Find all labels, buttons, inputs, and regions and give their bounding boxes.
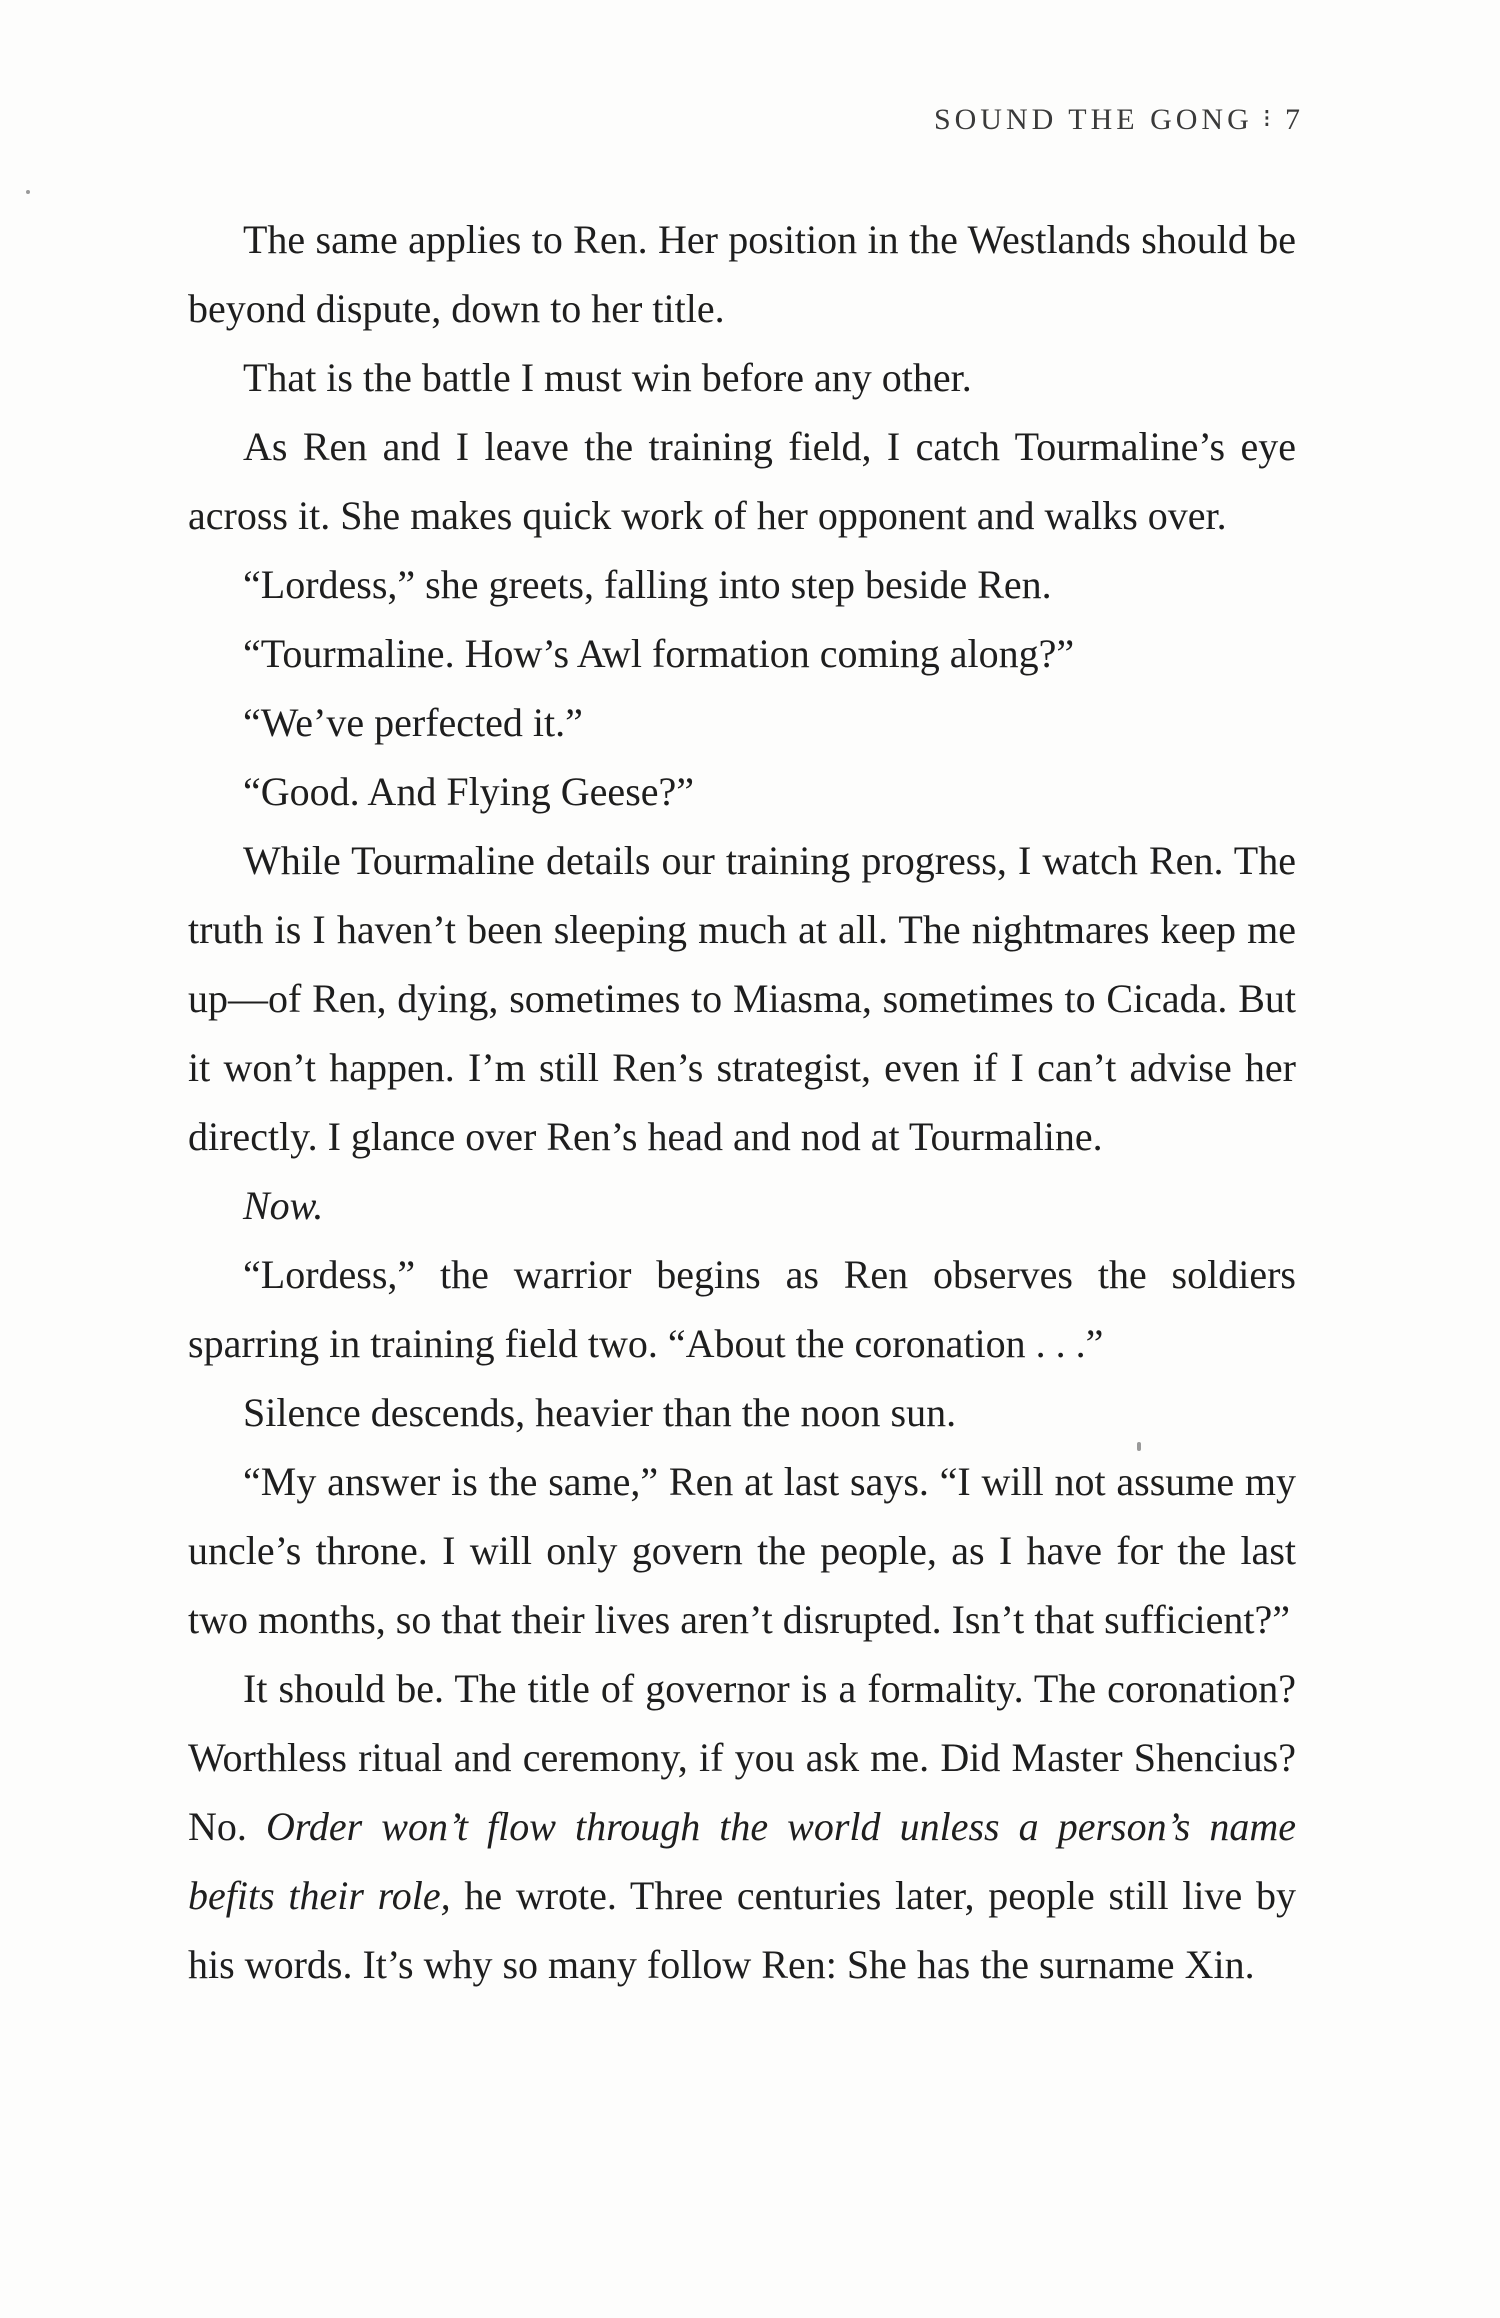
paragraph: “Tourmaline. How’s Awl formation coming along?”: [243, 631, 1075, 676]
paragraph-final-lead: It should be. The title of governor is a formality. The coronation? Worthless ritual and ceremony, if you ask me. Did Master Shencius? No.: [188, 1666, 1296, 1849]
body-text: [188, 205, 1296, 1999]
paragraph: “We’ve perfected it.”: [243, 700, 583, 745]
paragraph: While Tourmaline details our training progress, I watch Ren. The truth is I haven’t been sleeping much at all. The nightmares keep me up—of Ren, dying, sometimes to Miasma, sometimes to Cicada. But it won’t happen. I’m still Ren’s strategist, even if I can’t advise her directly. I glance over Ren’s head and nod at Tourmaline.: [188, 838, 1296, 1159]
paragraph: As Ren and I leave the training field, I catch Tourmaline’s eye across it. She makes quick work of her opponent and walks over.: [188, 424, 1296, 538]
paragraph: “Good. And Flying Geese?”: [243, 769, 695, 814]
paragraph: Silence descends, heavier than the noon sun.: [243, 1390, 957, 1435]
paragraph: “Lordess,” she greets, falling into step beside Ren.: [243, 562, 1052, 607]
paragraph-final-tail: he wrote. Three centuries later, people still live by his words. It’s why so many follow Ren: She has the surname Xin.: [188, 1873, 1296, 1987]
running-head-title: SOUND THE GONG: [933, 103, 1253, 136]
paragraph: That is the battle I must win before any other.: [243, 355, 972, 400]
paragraph-final: [188, 1654, 1296, 1999]
running-head: [934, 103, 1300, 137]
paragraph: “My answer is the same,” Ren at last says. “I will not assume my uncle’s throne. I will only govern the people, as I have for the last two months, so that their lives aren’t disrupted. Isn’t that sufficient?”: [188, 1459, 1296, 1642]
shencius-quote: Order won’t flow through the world unless a person’s name befits their role,: [188, 1804, 1296, 1918]
running-head-separator: ⁝: [1262, 104, 1271, 133]
scan-speck: [1137, 1442, 1141, 1451]
paragraph: The same applies to Ren. Her position in the Westlands should be beyond dispute, down to her title.: [188, 217, 1296, 331]
paragraph: “Lordess,” the warrior begins as Ren observes the soldiers sparring in training field two. “About the coronation . . .”: [188, 1252, 1296, 1366]
paragraph-italic-thought: Now.: [243, 1183, 324, 1228]
scan-speck: [26, 190, 30, 194]
page-number: 7: [1285, 103, 1300, 136]
